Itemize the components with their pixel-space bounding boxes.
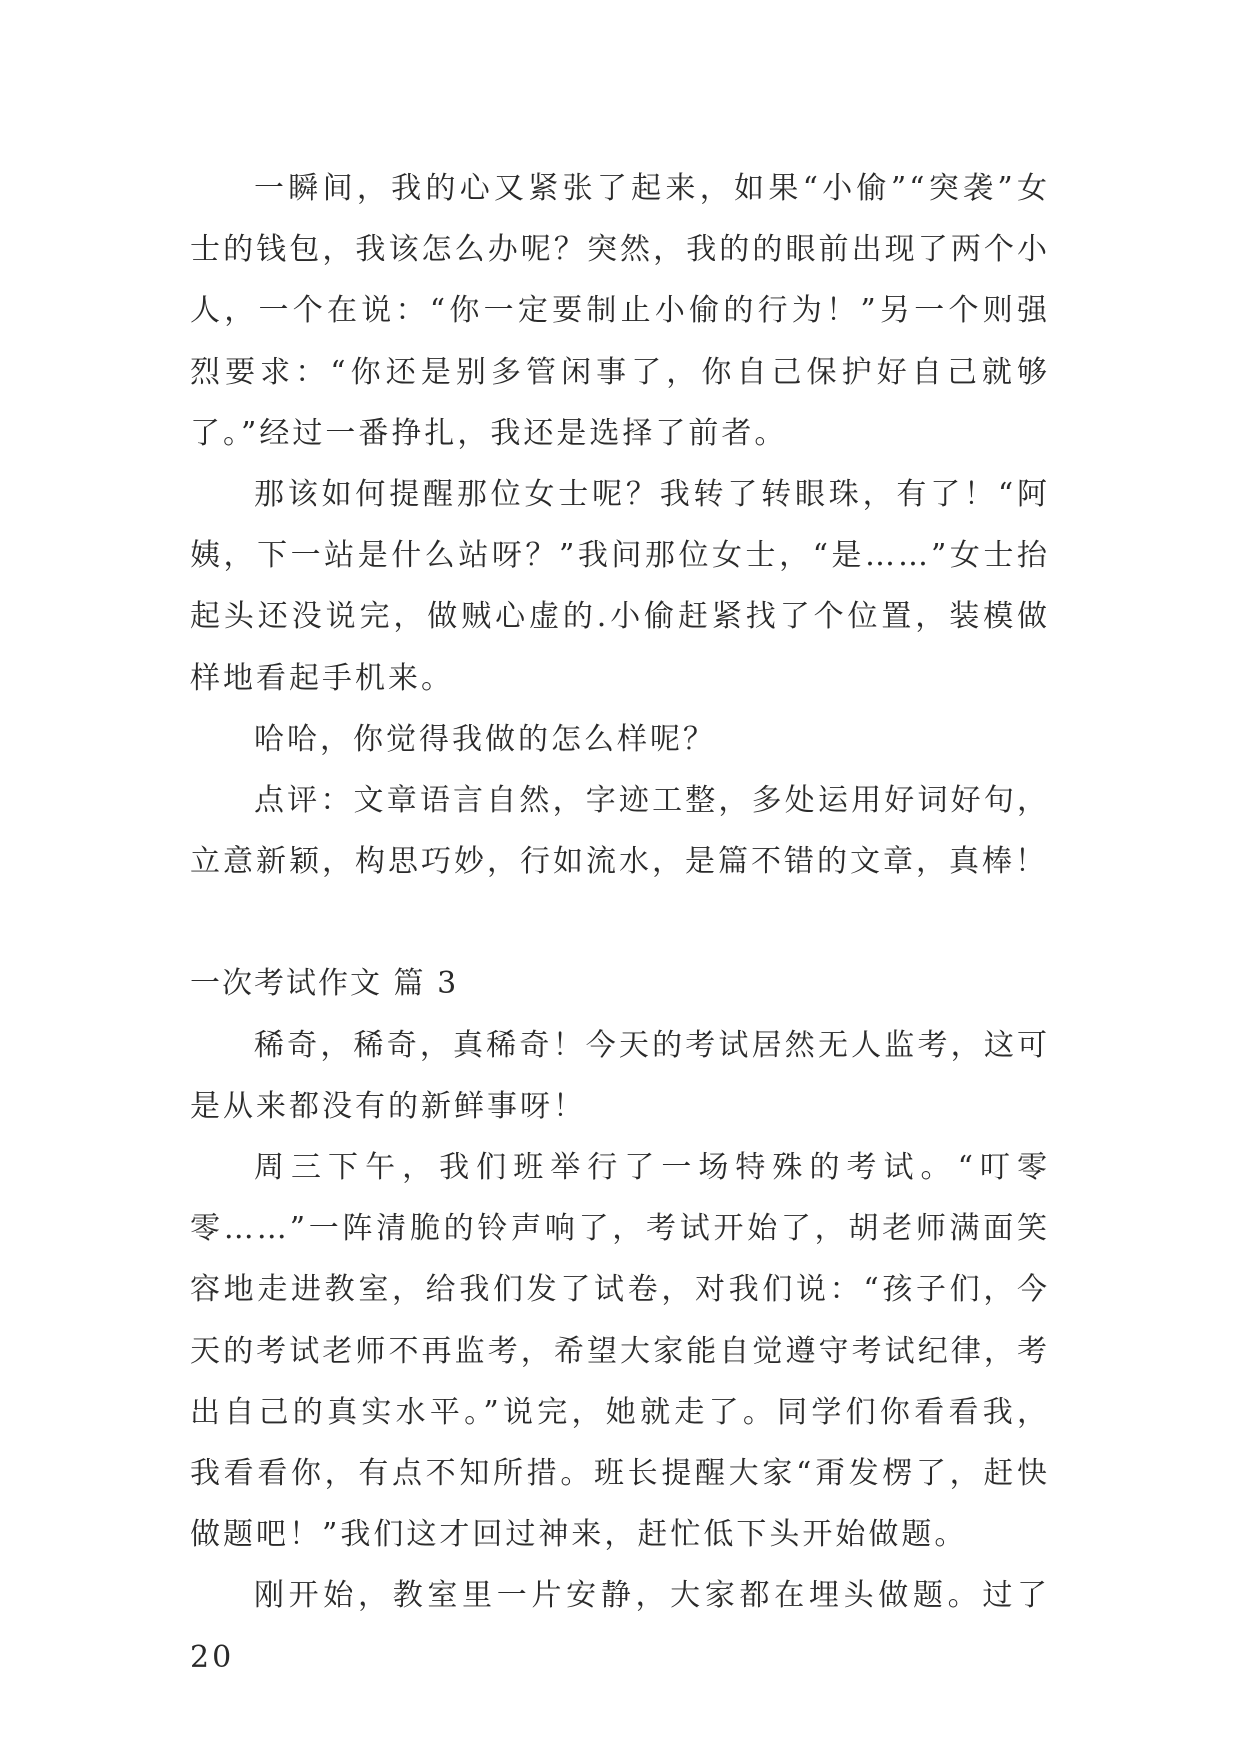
paragraph-special-exam: 周三下午，我们班举行了一场特殊的考试。“叮零零……”一阵清脆的铃声响了，考试开始了，胡老师满面笑容地走进教室，给我们发了试卷，对我们说：“孩子们，今天的考试老师不再监考，希望大家能自觉遵守考试纪律，考出自己的真实水平。”说完，她就走了。同学们你看看我，我看看你，有点不知所措。班长提醒大家“甭发楞了，赶快做题吧！”我们这才回过神来，赶忙低下头开始做题。 — [190, 1150, 1050, 1553]
document-body — [190, 158, 1050, 1688]
paragraph-comment: 点评：文章语言自然，字迹工整，多处运用好词好句，立意新颖，构思巧妙，行如流水，是篇不错的文章，真棒！ — [190, 783, 1050, 880]
paragraph-how-did-i-do: 哈哈，你觉得我做的怎么样呢？ — [254, 721, 716, 757]
paragraph-thief-dilemma: 一瞬间，我的心又紧张了起来，如果“小偷”“突袭”女士的钱包，我该怎么办呢？突然，我的的眼前出现了两个小人，一个在说：“你一定要制止小偷的行为！”另一个则强烈要求：“你还是别多管闲事了，你自己保护好自己就够了。”经过一番挣扎，我还是选择了前者。 — [190, 171, 1050, 451]
section-title: 一次考试作文 篇 3 — [190, 966, 459, 1002]
paragraph-remind-lady: 那该如何提醒那位女士呢？我转了转眼珠，有了！“阿姨，下一站是什么站呀？”我问那位女士，“是……”女士抬起头还没说完，做贼心虚的.小偷赶紧找了个位置，装模做样地看起手机来。 — [190, 477, 1050, 696]
paragraph-no-proctor: 稀奇，稀奇，真稀奇！今天的考试居然无人监考，这可是从来都没有的新鲜事呀！ — [190, 1027, 1050, 1124]
section-spacer — [190, 892, 1050, 953]
paragraph-quiet-classroom: 刚开始，教室里一片安静，大家都在埋头做题。过了20 — [190, 1578, 1050, 1675]
